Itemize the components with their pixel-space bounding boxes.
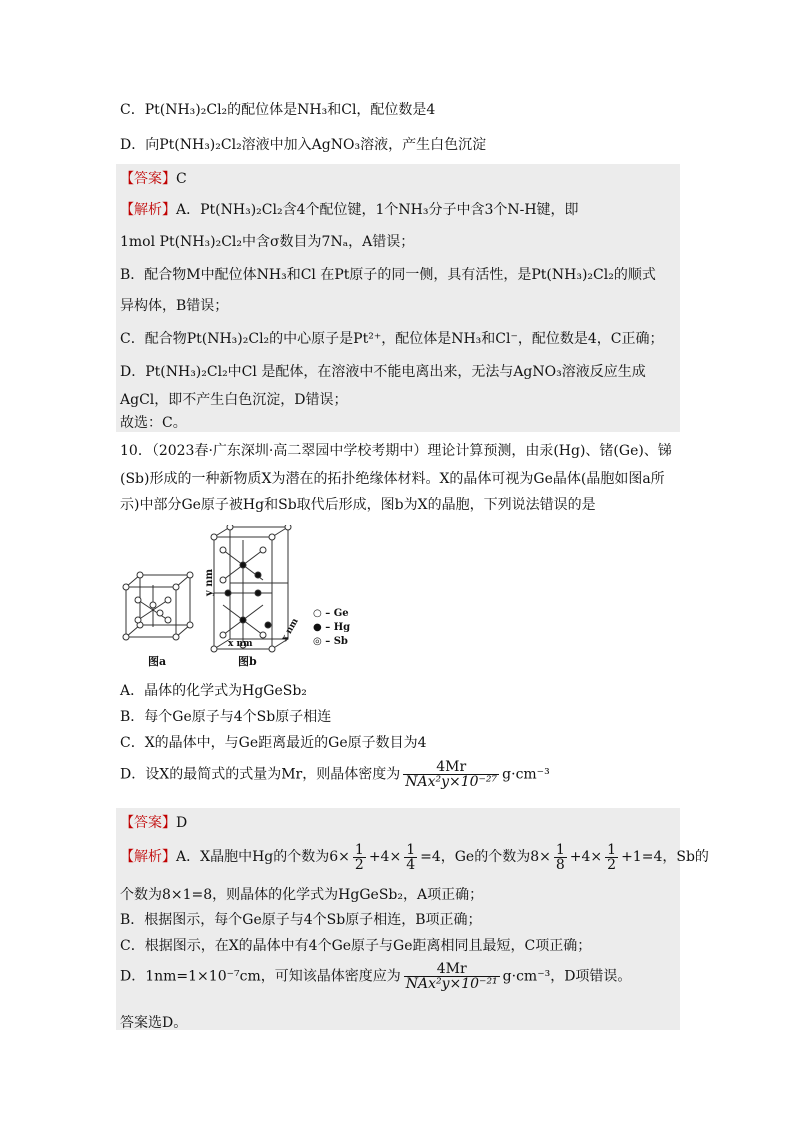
- fraction-4-den: 2: [607, 856, 617, 873]
- analysis2-line-3: B．根据图示，每个Ge原子与4个Sb原子相连，B项正确；: [120, 912, 482, 928]
- fraction-3-den: 8: [555, 856, 565, 873]
- analysis-tag: 【解析】: [120, 202, 176, 218]
- analysis-line-1: [120, 199, 579, 221]
- analysis-line-4: 异构体，B错误；: [120, 298, 229, 314]
- y-axis-label: y nm: [204, 568, 216, 597]
- fraction-3-num: 1: [555, 841, 565, 858]
- question-10-option-b: B．每个Ge原子与4个Sb原子相连: [120, 709, 332, 725]
- fraction-2-num: 1: [406, 841, 416, 858]
- analysis-line-6: D．Pt(NH₃)₂Cl₂中Cl 是配体，在溶液中不能电离出来，无法与AgNO₃溶液反应生成: [120, 364, 646, 380]
- figure-legend: [313, 607, 350, 649]
- option-c-prev: C．Pt(NH₃)₂Cl₂的配位体是NH₃和Cl，配位数是4: [120, 102, 436, 118]
- fraction-3: [554, 843, 567, 872]
- answer-tag: 【答案】: [120, 171, 176, 187]
- analysis-line-3: B．配合物M中配位体NH₃和Cl 在Pt原子的同一侧，具有活性，是Pt(NH₃)₂Cl₂的顺式: [120, 267, 656, 283]
- fraction-1: [353, 843, 366, 872]
- option-d-text: D．设X的最简式的式量为Mr，则晶体密度为: [120, 766, 401, 783]
- analysis-tag-2: 【解析】: [120, 849, 176, 865]
- fraction-1-num: 1: [354, 841, 364, 858]
- question-10-line-2: (Sb)形成的一种新物质X为潜在的拓扑绝缘体材料。X的晶体可视为Ge晶体(晶胞如图a所: [120, 471, 665, 487]
- z-axis-label: x nm: [279, 616, 301, 644]
- analysis2-text-d: +4×: [569, 849, 603, 865]
- density2-numerator: 4Mr: [404, 962, 500, 977]
- answer-line-2: [120, 812, 187, 834]
- fraction-4: [605, 843, 618, 872]
- fraction-2: [404, 843, 417, 872]
- analysis2-line-5: [120, 962, 631, 991]
- question-10-option-a: A．晶体的化学式为HgGeSb₂: [120, 683, 307, 699]
- analysis2-text-e: +1=4，Sb的: [621, 849, 709, 865]
- crystal-figure: [118, 525, 378, 670]
- analysis-line-7: AgCl，即不产生白色沉淀，D错误；: [120, 392, 348, 408]
- legend-sb: ◎ – Sb: [313, 636, 348, 647]
- analysis2-line-6: 答案选D。: [120, 1015, 188, 1031]
- x-axis-label: x nm: [228, 639, 253, 649]
- analysis2-text-a: A．X晶胞中Hg的个数为6×: [176, 849, 350, 865]
- legend-ge: ○ – Ge: [313, 608, 349, 619]
- analysis2-line-1: [120, 840, 709, 874]
- analysis2-line-2: 个数为8×1=8，则晶体的化学式为HgGeSb₂，A项正确；: [120, 887, 484, 903]
- answer-tag-2: 【答案】: [120, 815, 176, 831]
- answer-value: C: [176, 171, 187, 187]
- question-10-line-1: 10．（2023春·广东深圳·高二翠园中学校考期中）理论计算预测，由汞(Hg)、锗(Ge)、锑: [120, 443, 672, 459]
- fraction-2-den: 4: [406, 856, 416, 873]
- analysis-text: A．Pt(NH₃)₂Cl₂含4个配位键，1个NH₃分子中含3个N-H键，即: [176, 202, 579, 218]
- analysis-line-8: 故选：C。: [120, 415, 187, 431]
- legend-hg: ● – Hg: [313, 622, 351, 633]
- analysis2-text-c: =4，Ge的个数为8×: [420, 849, 551, 865]
- density-fraction: [403, 760, 499, 789]
- analysis2-d-tail: g·cm⁻³，D项错误。: [502, 968, 632, 985]
- question-10-option-c: C．X的晶体中，与Ge距离最近的Ge原子数目为4: [120, 735, 427, 751]
- density-numerator: 4Mr: [403, 760, 499, 775]
- fraction-1-den: 2: [354, 856, 364, 873]
- analysis2-d-text: D．1nm=1×10⁻⁷cm，可知该晶体密度应为: [120, 968, 401, 985]
- density2-denominator: NAx²y×10⁻²¹: [405, 976, 498, 992]
- analysis-line-5: C．配合物Pt(NH₃)₂Cl₂的中心原子是Pt²⁺，配位体是NH₃和Cl⁻，配位数是4，C正确；: [120, 331, 664, 347]
- density-fraction-2: [404, 962, 500, 991]
- density-denominator: NAx²y×10⁻²⁷: [405, 774, 498, 790]
- analysis2-line-4: C．根据图示，在X的晶体中有4个Ge原子与Ge距离相同且最短，C项正确；: [120, 938, 592, 954]
- analysis-line-2: 1mol Pt(NH₃)₂Cl₂中含σ数目为7Nₐ，A错误；: [120, 234, 415, 250]
- figure-a-label: 图a: [148, 655, 167, 668]
- analysis2-text-b: +4×: [368, 849, 402, 865]
- answer-line-1: [120, 168, 187, 190]
- option-d-prev: D．向Pt(NH₃)₂Cl₂溶液中加入AgNO₃溶液，产生白色沉淀: [120, 137, 487, 153]
- question-10-option-d: [120, 760, 550, 789]
- answer-value-2: D: [176, 815, 188, 831]
- density-unit: g·cm⁻³: [502, 766, 550, 783]
- fraction-4-num: 1: [607, 841, 617, 858]
- figure-b-label: 图b: [238, 655, 257, 668]
- question-10-line-3: 示)中部分Ge原子被Hg和Sb取代后形成，图b为X的晶胞，下列说法错误的是: [120, 497, 596, 513]
